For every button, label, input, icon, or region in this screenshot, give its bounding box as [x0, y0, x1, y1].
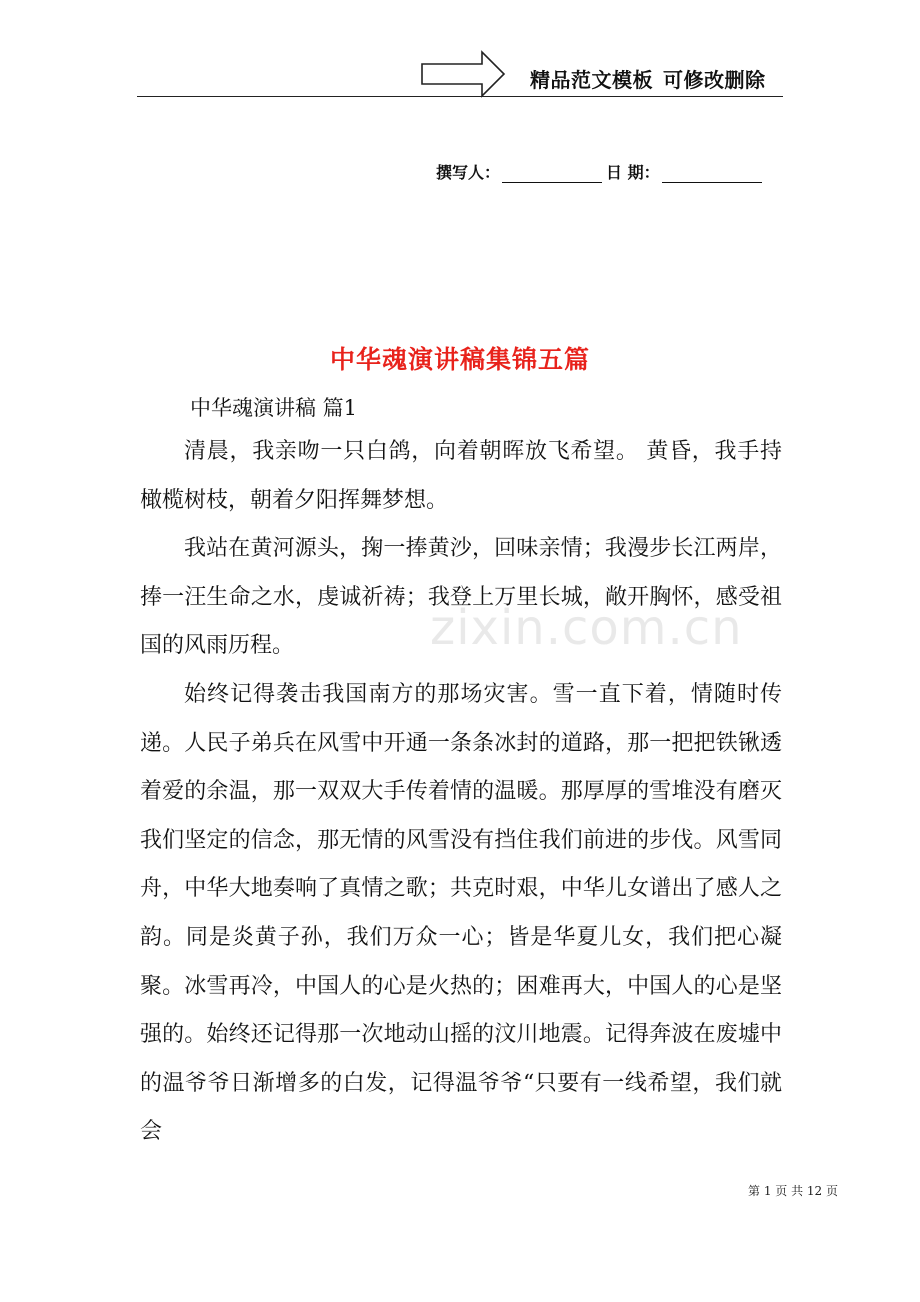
author-blank [502, 164, 602, 183]
watermark: zixin.com.cn [430, 600, 743, 656]
header-label-template: 精品范文模板 [530, 68, 653, 92]
section-title: 中华魂演讲稿 篇1 [190, 396, 358, 420]
document-body [140, 428, 782, 1157]
header-label [530, 64, 766, 93]
date-label: 日 期： [606, 163, 660, 182]
author-date-line [436, 160, 766, 183]
arrow-icon [420, 50, 506, 98]
paragraph: 我站在黄河源头，掬一捧黄沙，回味亲情；我漫步长江两岸，捧一汪生命之水，虔诚祈祷；我登上万里长城，敞开胸怀，感受祖国的风雨历程。 [140, 536, 782, 659]
header-label-editable: 可修改删除 [663, 68, 766, 92]
author-label: 撰写人： [436, 163, 501, 182]
header-divider [137, 96, 783, 97]
page-number: 第 1 页 共 12 页 [748, 1184, 838, 1198]
date-blank [662, 164, 762, 183]
paragraph: 清晨，我亲吻一只白鸽，向着朝晖放飞希望。 黄昏，我手持橄榄树枝，朝着夕阳挥舞梦想。 [140, 439, 782, 513]
document-title: 中华魂演讲稿集锦五篇 [329, 345, 590, 374]
paragraph: 始终记得袭击我国南方的那场灾害。雪一直下着，情随时传递。人民子弟兵在风雪中开通一条条冰封的道路，那一把把铁锹透着爱的余温，那一双双大手传着情的温暖。那厚厚的雪堆没有磨灭我们坚定的信念，那无情的风雪没有挡住我们前进的步伐。风雪同舟，中华大地奏响了真情之歌；共克时艰，中华儿女谱出了感人之韵。同是炎黄子孙，我们万众一心；皆是华夏儿女，我们把心凝聚。冰雪再冷，中国人的心是火热的；困难再大，中国人的心是坚强的。始终还记得那一次地动山摇的汶川地震。记得奔波在废墟中的温爷爷日渐增多的白发，记得温爷爷“只要有一线希望，我们就会 [140, 681, 782, 1145]
